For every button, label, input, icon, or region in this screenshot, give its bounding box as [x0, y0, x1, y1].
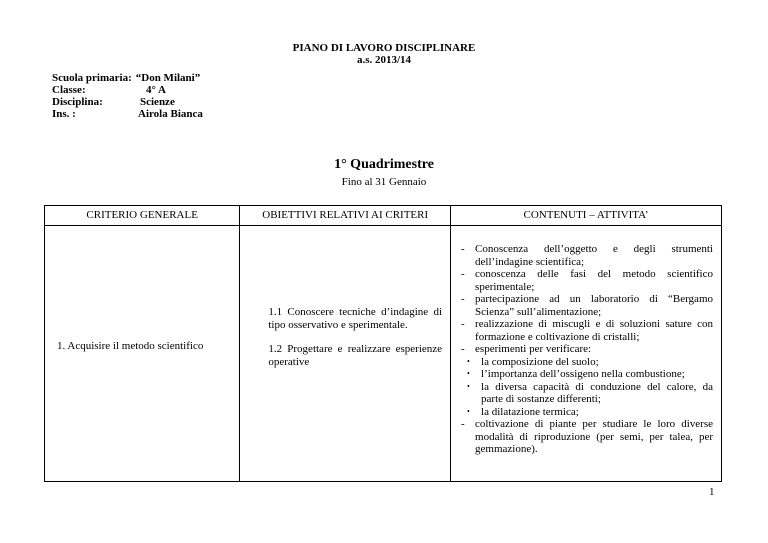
info-row-class [52, 84, 203, 96]
info-value: 4° A [146, 84, 166, 96]
criterio-text: 1. Acquisire il metodo scientifico [57, 340, 204, 352]
dash-marker: - [461, 268, 465, 280]
info-label: Classe: [52, 84, 86, 96]
info-row-school [52, 72, 203, 84]
list-item [461, 318, 713, 343]
contenuti-cell [451, 226, 722, 482]
info-value: “Don Milani” [135, 72, 201, 84]
list-item-text: Conoscenza dell’oggetto e degli strumenti dell’indagine scientifica; [475, 243, 713, 268]
sub-list-item [461, 368, 713, 381]
info-row-teacher [52, 108, 203, 120]
bullet-marker: • [467, 369, 470, 378]
list-item-text: coltivazione di piante per studiare le loro diverse modalità di riproduzione (per semi, per talea, per gemmazione). [475, 418, 713, 455]
table-row [45, 226, 722, 482]
school-year: a.s. 2013/14 [356, 54, 412, 66]
sub-list-item-text: la diversa capacità di conduzione del calore, da parte di sostanze differenti; [481, 380, 713, 405]
info-label: Scuola primaria: [52, 72, 132, 84]
header-criterio: CRITERIO GENERALE [45, 206, 240, 226]
info-block [52, 72, 203, 120]
list-item [461, 243, 713, 268]
sub-list-item [461, 381, 713, 406]
bullet-marker: • [467, 381, 470, 391]
obiettivo-item [268, 343, 442, 368]
bullet-marker: • [467, 406, 470, 416]
list-item [461, 418, 713, 456]
sub-list-item-text: la composizione del suolo; [481, 355, 599, 368]
list-item-text: esperimenti per verificare: [475, 343, 592, 355]
list-item-text: realizzazione di miscugli e di soluzioni sature con formazione e coltivazione di cristalli; [475, 318, 713, 343]
page-number: 1 [709, 486, 715, 498]
dash-marker: - [461, 293, 465, 305]
list-item-text: conoscenza delle fasi del metodo scientifico sperimentale; [475, 268, 713, 293]
obiettivi-cell [240, 226, 451, 482]
dash-marker: - [461, 243, 465, 255]
dash-marker: - [461, 418, 465, 430]
list-item [461, 293, 713, 318]
sub-list-item-text: la dilatazione termica; [481, 405, 579, 418]
info-value: Scienze [140, 96, 175, 108]
obiettivo-number: 1.2 [268, 343, 283, 355]
table-header-row [45, 206, 722, 226]
header-contenuti: CONTENUTI – ATTIVITA’ [451, 206, 722, 226]
section-title: 1° Quadrimestre [334, 157, 434, 172]
sub-list-item [461, 406, 713, 419]
info-label: Ins. : [52, 108, 76, 120]
list-item [461, 268, 713, 293]
section-subtitle: Fino al 31 Gennaio [341, 176, 427, 188]
list-item-text: partecipazione ad un laboratorio di “Bergamo Scienza” sull’alimentazione; [475, 293, 713, 318]
document-title: PIANO DI LAVORO DISCIPLINARE [292, 42, 476, 54]
criterio-cell [45, 226, 240, 482]
obiettivo-text: Progettare e realizzare esperienze operative [268, 343, 443, 368]
sub-list-item [461, 356, 713, 369]
bullet-marker: • [467, 356, 470, 366]
info-value: Airola Bianca [138, 108, 203, 120]
plan-table [44, 205, 722, 482]
obiettivo-number: 1.1 [268, 306, 283, 318]
info-label: Disciplina: [52, 96, 103, 108]
header-obiettivi: OBIETTIVI RELATIVI AI CRITERI [240, 206, 451, 226]
dash-marker: - [461, 318, 465, 330]
obiettivo-item [268, 306, 442, 331]
info-row-subject [52, 96, 203, 108]
list-item [461, 343, 713, 356]
sub-list-item-text: l’importanza dell’ossigeno nella combustione; [481, 368, 685, 380]
obiettivo-text: Conoscere tecniche d’indagine di tipo osservativo e sperimentale. [268, 306, 443, 331]
dash-marker: - [461, 343, 465, 355]
